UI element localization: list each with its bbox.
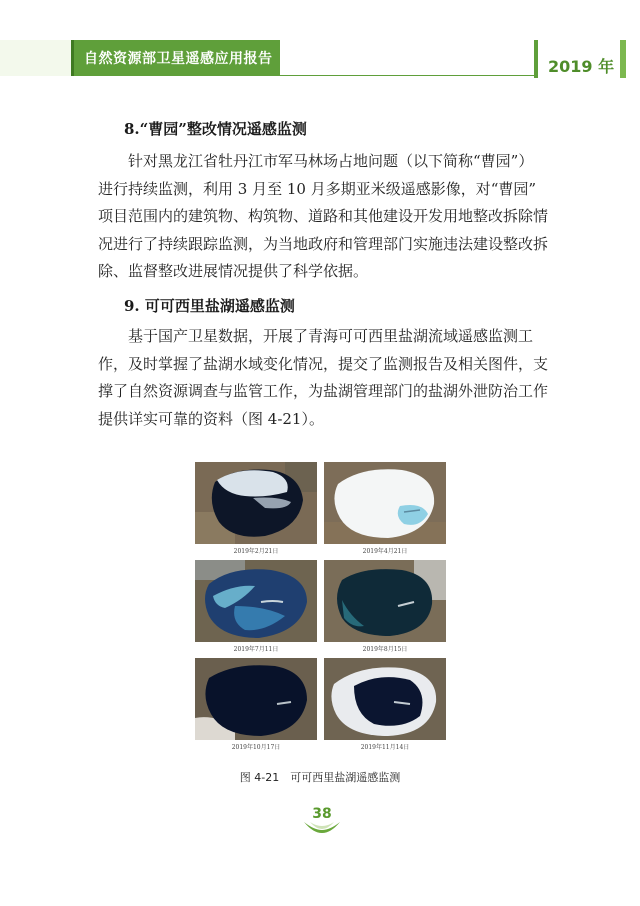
lake-image-grid — [192, 462, 448, 762]
paragraph-line: 进行持续监测，利用 3 月至 10 月多期亚米级遥感影像，对“曹园” — [98, 179, 537, 198]
figure-caption: 图 4-21 可可西里盐湖遥感监测 — [239, 771, 401, 784]
satellite-image — [324, 560, 446, 642]
section-8-heading: 8.“曹园”整改情况遥感监测 — [124, 120, 307, 138]
section-8-paragraph — [98, 148, 550, 286]
section-9-paragraph — [98, 323, 550, 433]
image-date: 2019年7月11日 — [233, 646, 279, 653]
satellite-image — [195, 658, 317, 740]
image-date: 2019年11月14日 — [360, 744, 410, 751]
paragraph-line: 除、监督整改进展情况提供了科学依据。 — [98, 262, 369, 280]
paragraph-line: 提供详实可靠的资料（图 4-21）。 — [98, 409, 324, 428]
paragraph-line: 撑了自然资源调查与监管工作，为盐湖管理部门的盐湖外泄防治工作 — [98, 382, 549, 400]
paragraph-line: 项目范围内的建筑物、构筑物、道路和其他建设开发用地整改拆除情 — [98, 207, 549, 225]
page-number: 38 — [312, 806, 332, 822]
header-year-marker — [534, 40, 538, 78]
paragraph-line: 针对黑龙江省牡丹江市军马林场占地问题（以下简称“曹园”） — [128, 152, 534, 170]
image-date: 2019年2月21日 — [233, 548, 279, 555]
header-rule — [280, 75, 534, 76]
image-date: 2019年10月17日 — [231, 744, 281, 751]
satellite-image — [195, 462, 317, 544]
satellite-image — [324, 462, 446, 544]
header-left-band — [0, 40, 74, 76]
report-title: 自然资源部卫星遥感应用报告 — [84, 51, 273, 67]
satellite-image — [324, 658, 446, 740]
satellite-image — [195, 560, 317, 642]
header-right-marker — [620, 40, 626, 78]
paragraph-line: 基于国产卫星数据，开展了青海可可西里盐湖流域遥感监测工 — [128, 327, 534, 345]
image-date: 2019年4月21日 — [362, 548, 408, 555]
section-9-heading: 9. 可可西里盐湖遥感监测 — [124, 297, 295, 315]
paragraph-line: 况进行了持续跟踪监测，为当地政府和管理部门实施违法建设整改拆 — [98, 234, 549, 253]
paragraph-line: 作，及时掌握了盐湖水域变化情况，提交了监测报告及相关图件，支 — [98, 354, 549, 373]
report-year: 2019 年 — [548, 57, 615, 76]
image-date: 2019年8月15日 — [362, 646, 408, 653]
